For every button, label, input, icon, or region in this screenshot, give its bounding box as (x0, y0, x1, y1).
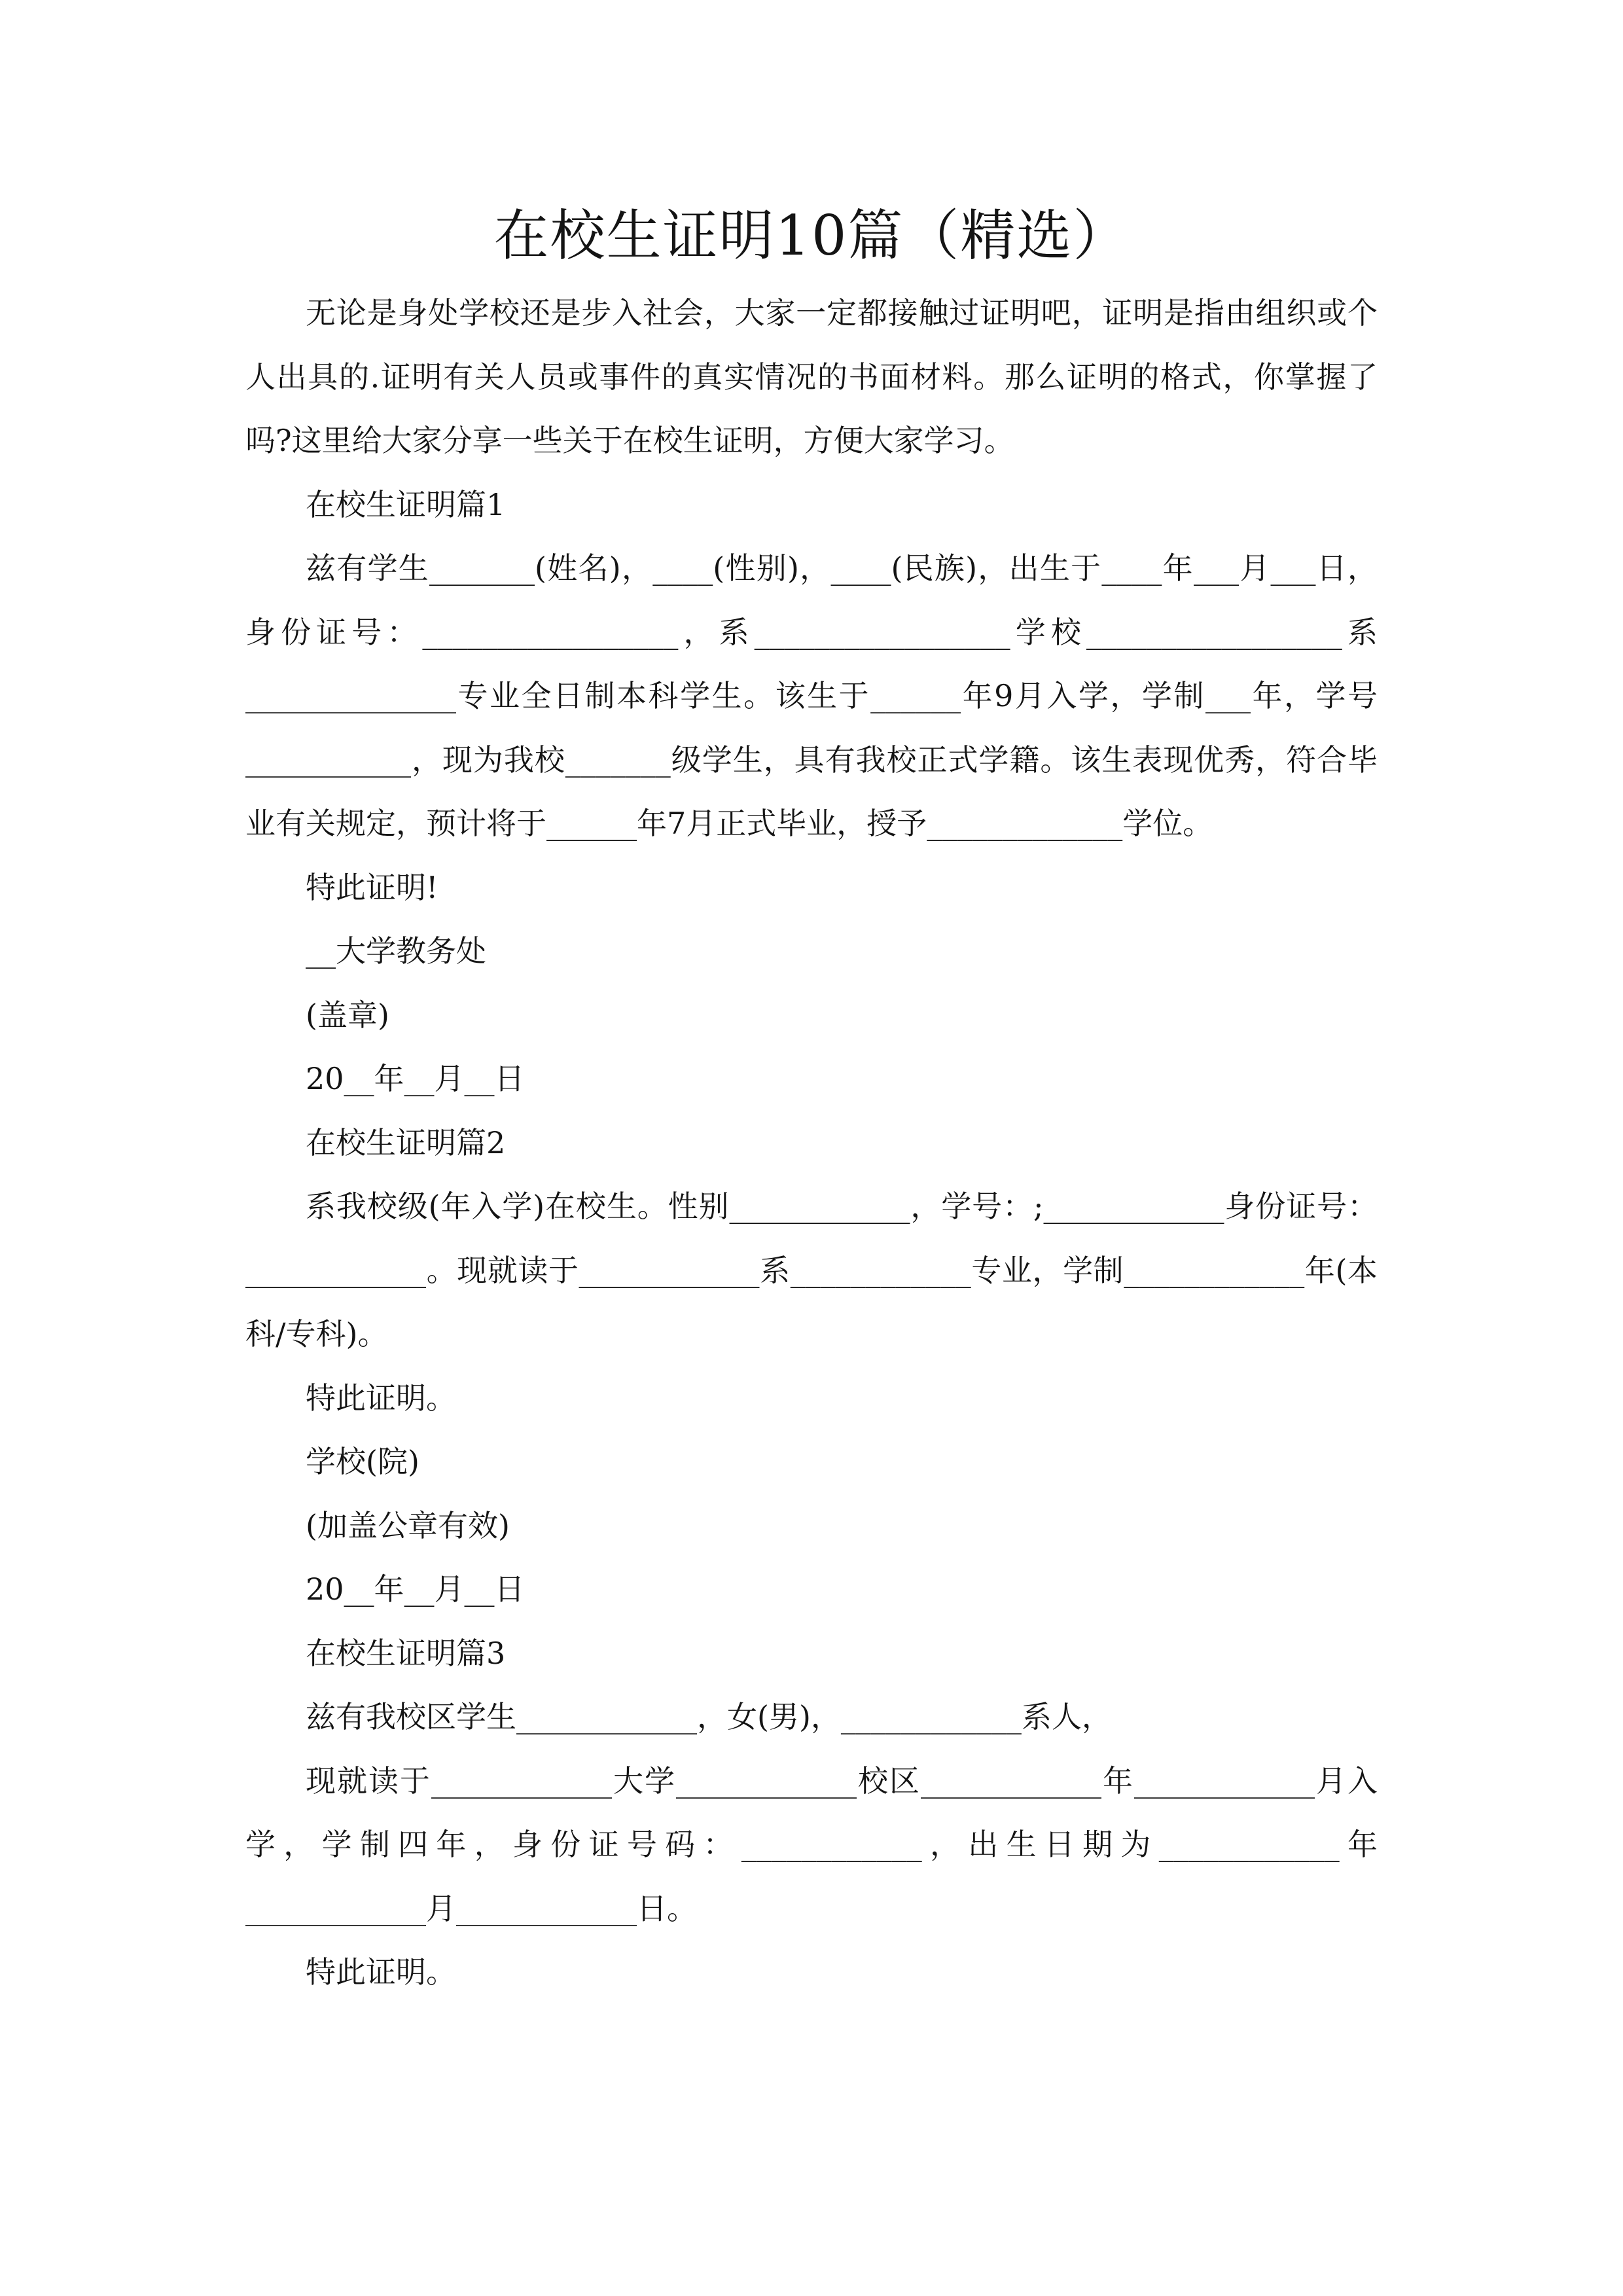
section1-seal: (盖章) (306, 997, 389, 1033)
section3-line1: 兹有我校区学生____________，女(男)，____________系人， (306, 1699, 1112, 1734)
section3-body: 现就读于____________大学____________校区____________年____________月入学，学制四年，身份证号码：____________，出生日期为____________年____________月____________日。 (245, 1763, 1378, 1926)
section1-date: 20__年__月__日 (306, 1061, 525, 1096)
section2-issuer: 学校(院) (306, 1444, 419, 1479)
section2-date: 20__年__月__日 (306, 1571, 525, 1607)
section3-closing: 特此证明。 (306, 1954, 456, 1990)
section1-issuer: __大学教务处 (306, 933, 486, 969)
section1-closing: 特此证明! (306, 869, 438, 905)
document-body (245, 281, 1378, 2005)
section2-closing: 特此证明。 (306, 1380, 456, 1416)
document-title: 在校生证明10篇（精选） (493, 204, 1130, 268)
intro-paragraph: 无论是身处学校还是步入社会，大家一定都接触过证明吧，证明是指由组织或个人出具的.证明有关人员或事件的真实情况的书面材料。那么证明的格式，你掌握了吗?这里给大家分享一些关于在校生证明，方便大家学习。 (245, 295, 1378, 458)
section2-seal: (加盖公章有效) (306, 1507, 510, 1543)
section1-body: 兹有学生_______(姓名)，____(性别)，____(民族)，出生于____年___月___日，身份证号：_________________，系_________________学校_________________系______________专业全日制本科学生。该生于______年9月入学，学制___年，学号___________，现为我校_______级学生，具有我校正式学籍。该生表现优秀，符合毕业有关规定，预计将于______年7月正式毕业，授予_____________学位。 (245, 550, 1378, 841)
section2-heading: 在校生证明篇2 (306, 1124, 506, 1160)
section2-body: 系我校级(年入学)在校生。性别____________，学号：;____________身份证号：____________。现就读于____________系____________专业，学制____________年(本科/专科)。 (245, 1189, 1378, 1352)
section1-heading: 在校生证明篇1 (306, 486, 506, 522)
section3-heading: 在校生证明篇3 (306, 1635, 506, 1671)
